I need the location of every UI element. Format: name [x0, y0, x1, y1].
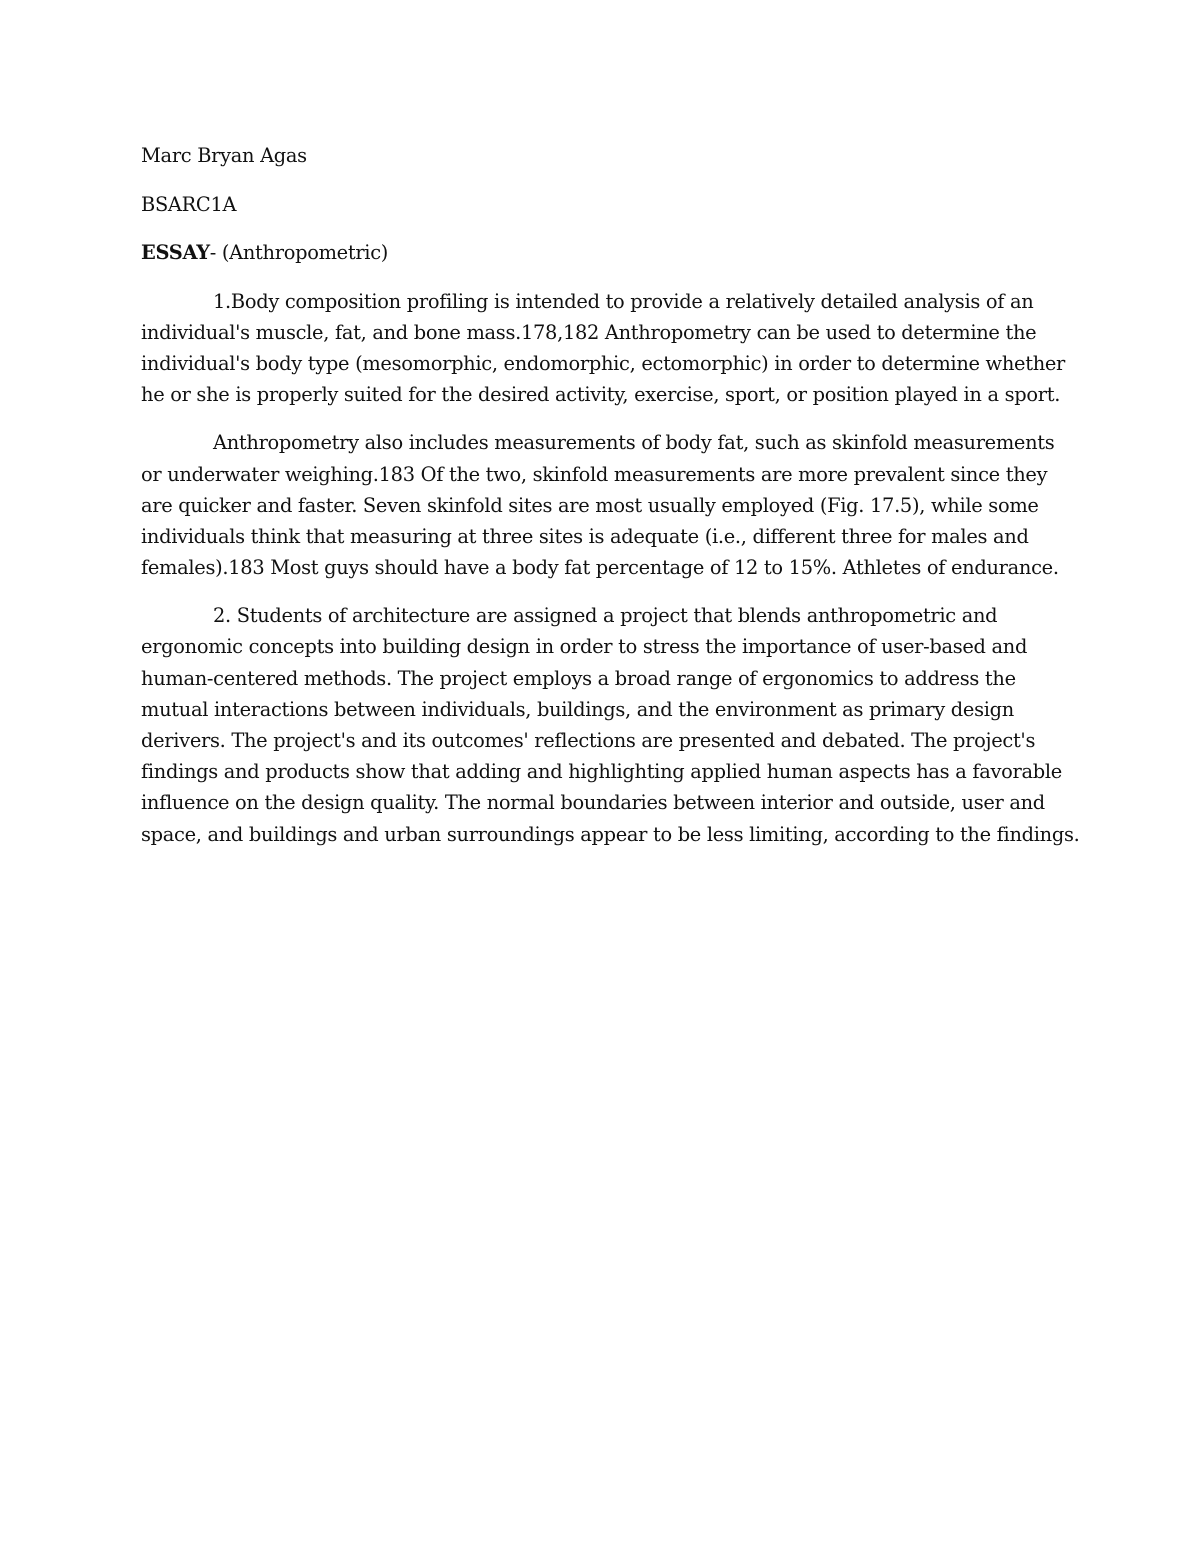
essay-label: ESSAY: [141, 241, 210, 265]
paragraph-line: he or she is properly suited for the desired activity, exercise, sport, or position played in a sport.: [141, 383, 1061, 407]
paragraph-3: [141, 600, 1080, 850]
essay-heading: [141, 237, 1066, 268]
document-body: [141, 140, 1080, 850]
paragraph-line: findings and products show that adding and highlighting applied human aspects has a favorable: [141, 760, 1062, 784]
paragraph-line: individuals think that measuring at three sites is adequate (i.e., different three for males and: [141, 524, 1029, 548]
paragraph-line: Anthropometry also includes measurements of body fat, such as skinfold measurements: [213, 431, 1055, 455]
paragraph-2: [141, 427, 1066, 583]
paragraph-line: are quicker and faster. Seven skinfold sites are most usually employed (Fig. 17.5), while some: [141, 493, 1039, 517]
author-name: Marc Bryan Agas: [141, 144, 307, 167]
paragraph-line: 1.Body composition profiling is intended to provide a relatively detailed analysis of an: [213, 289, 1034, 313]
paragraph-line: or underwater weighing.183 Of the two, skinfold measurements are more prevalent since they: [141, 462, 1048, 486]
course-code: BSARC1A: [141, 193, 237, 217]
paragraph-line: mutual interactions between individuals, buildings, and the environment as primary design: [141, 697, 1014, 721]
paragraph-line: human-centered methods. The project employs a broad range of ergonomics to address the: [141, 666, 1016, 690]
essay-topic: - (Anthropometric): [209, 241, 389, 265]
paragraph-line: females).183 Most guys should have a body fat percentage of 12 to 15%. Athletes of endurance.: [141, 556, 1059, 580]
paragraph-1: [141, 286, 1066, 411]
paragraph-line: individual's muscle, fat, and bone mass.178,182 Anthropometry can be used to determine the: [141, 320, 1037, 344]
paragraph-line: individual's body type (mesomorphic, endomorphic, ectomorphic) in order to determine whether: [141, 351, 1066, 375]
paragraph-line: derivers. The project's and its outcomes' reflections are presented and debated. The project's: [141, 729, 1036, 752]
paragraph-line: 2. Students of architecture are assigned a project that blends anthropometric and: [213, 604, 998, 628]
paragraph-line: influence on the design quality. The normal boundaries between interior and outside, user and: [141, 791, 1045, 815]
paragraph-line: space, and buildings and urban surroundings appear to be less limiting, according to the findings.: [141, 822, 1080, 846]
paragraph-line: ergonomic concepts into building design in order to stress the importance of user-based and: [141, 635, 1028, 659]
